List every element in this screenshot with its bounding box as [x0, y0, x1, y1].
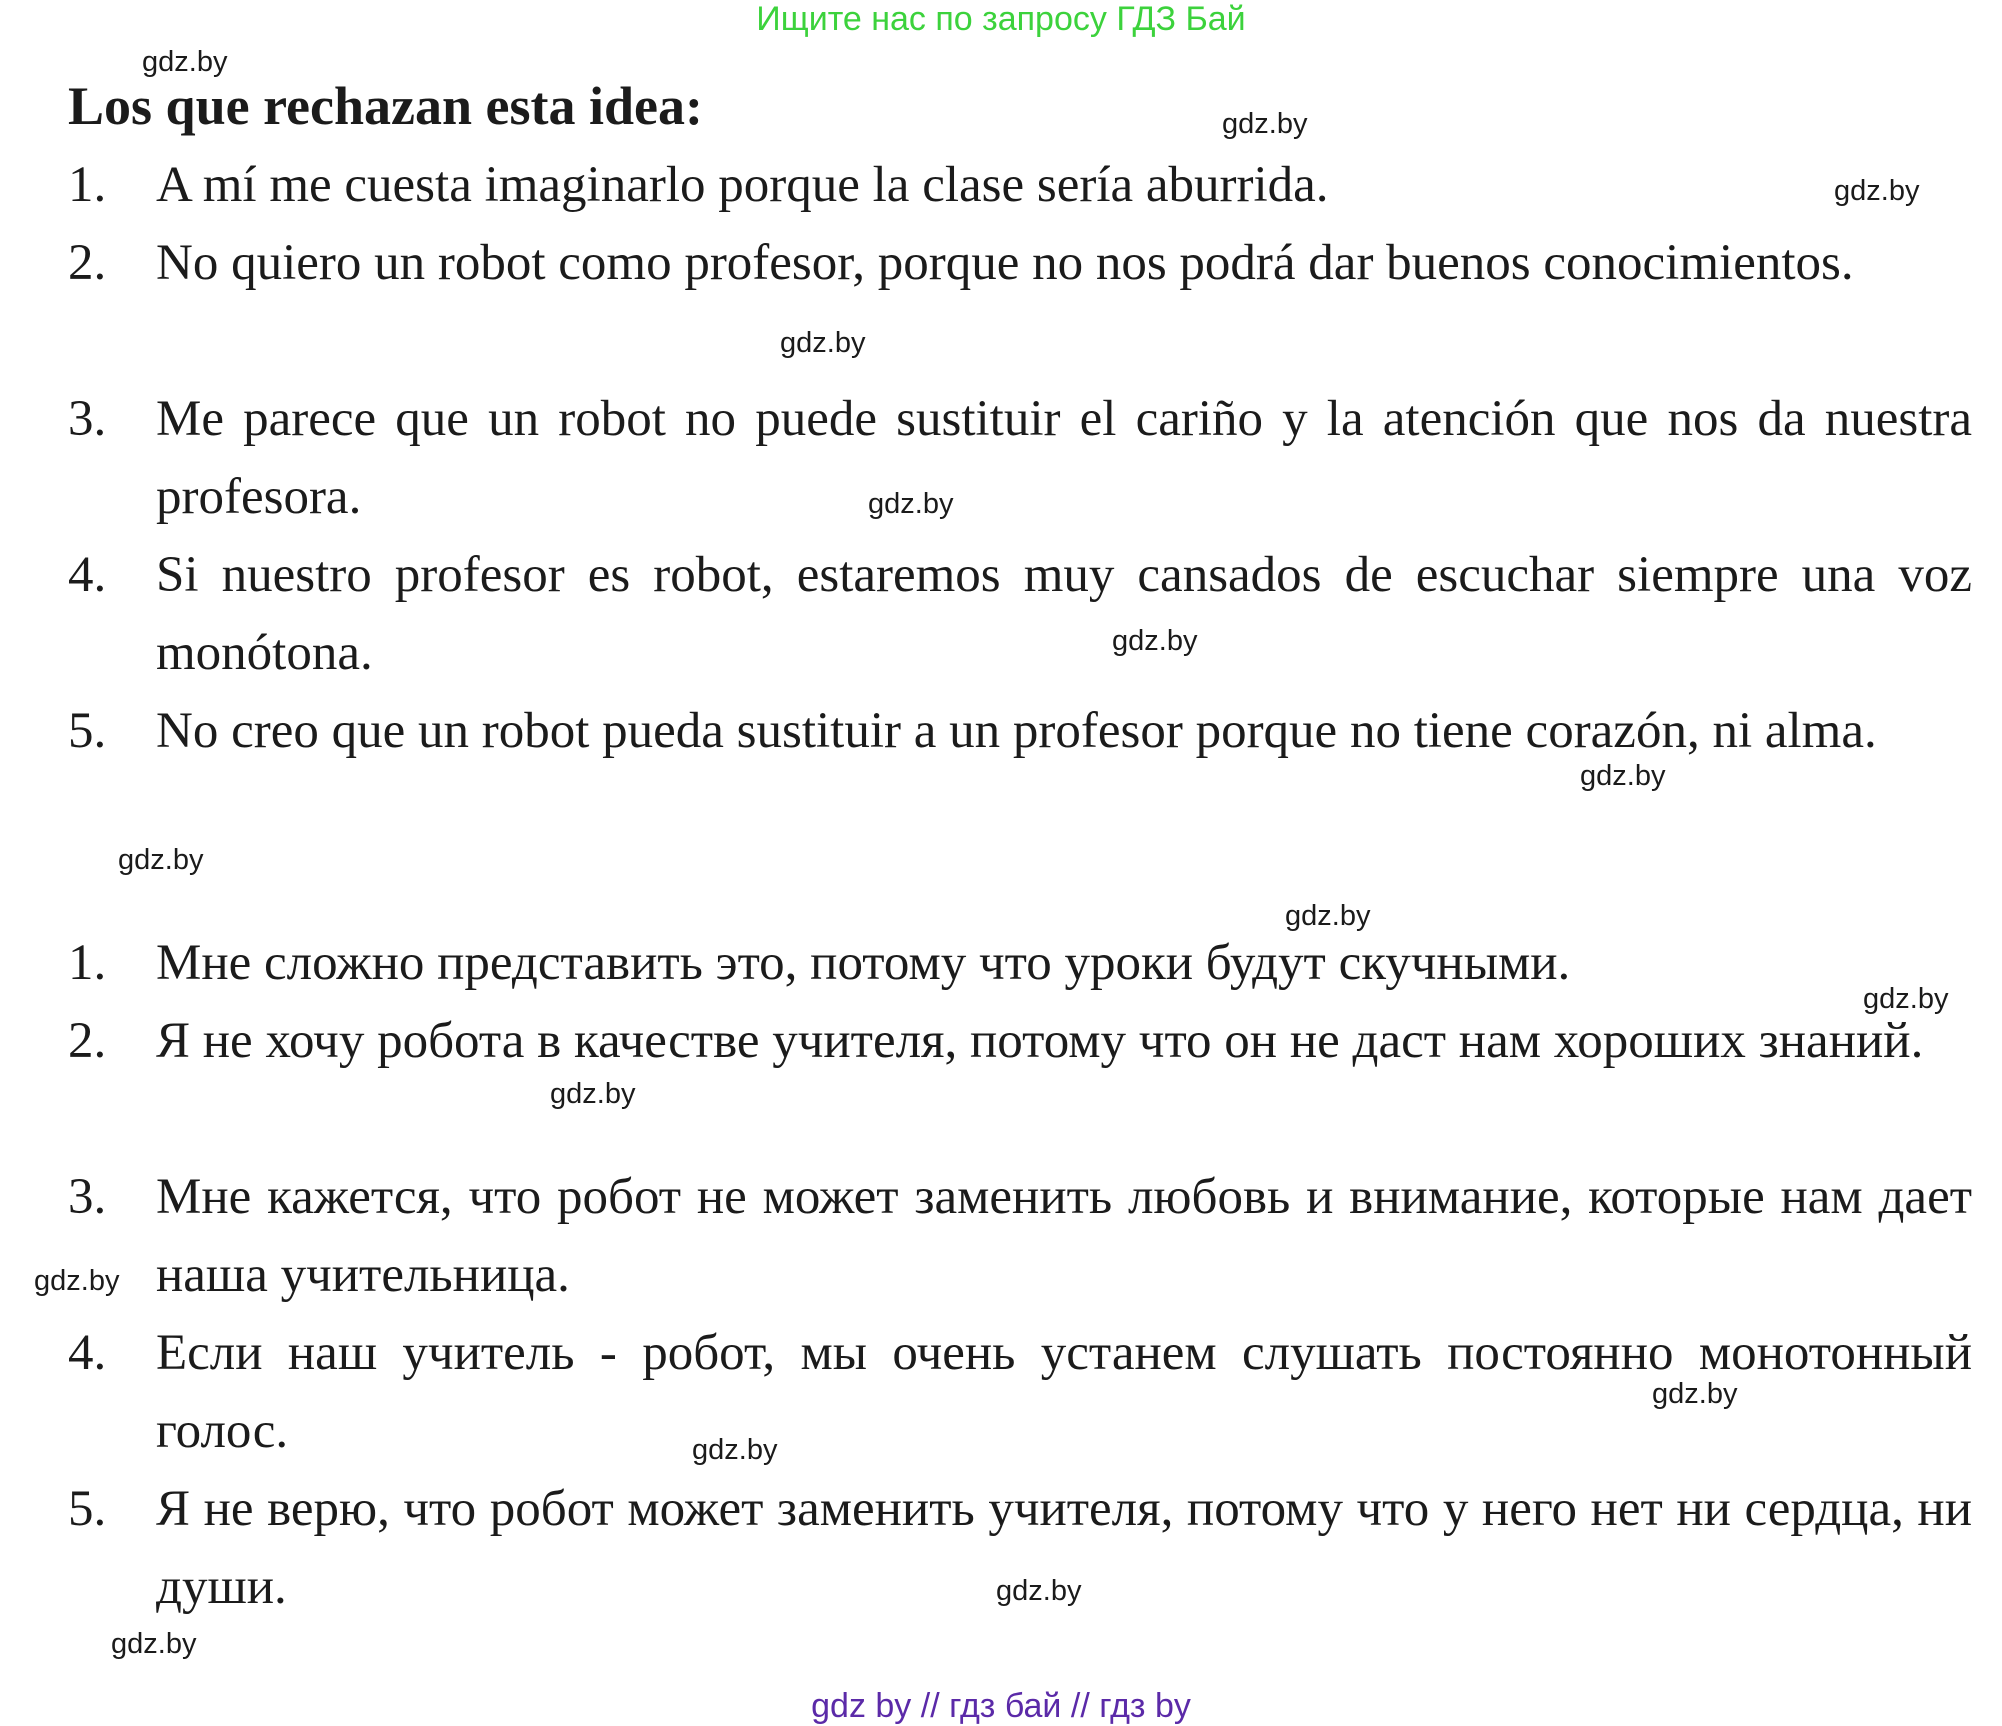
watermark: gdz.by	[1112, 625, 1198, 657]
item-text: Мне кажется, что робот не может заменить любовь и внимание, которые нам дает наша учительница.	[156, 1169, 1972, 1303]
item-text: Me parece que un robot no puede sustituir el cariño y la atención que nos da nuestra profesora.	[156, 391, 1972, 525]
item-number: 3.	[68, 1169, 107, 1225]
page-heading: Los que rechazan esta idea:	[68, 76, 703, 136]
item-number: 5.	[68, 703, 107, 759]
watermark: gdz.by	[550, 1078, 636, 1110]
item-text: Я не хочу робота в качестве учителя, потому что он не даст нам хороших знаний.	[156, 1013, 1924, 1069]
watermark: gdz.by	[868, 488, 954, 520]
item-text: Мне сложно представить это, потому что уроки будут скучными.	[156, 935, 1571, 991]
item-text: No creo que un robot pueda sustituir a un profesor porque no tiene corazón, ni alma.	[156, 703, 1877, 759]
watermark: gdz.by	[1285, 900, 1371, 932]
item-number: 5.	[68, 1481, 107, 1537]
item-number: 3.	[68, 391, 107, 447]
watermark: gdz.by	[1580, 760, 1666, 792]
watermark: gdz.by	[780, 327, 866, 359]
watermark: gdz.by	[692, 1434, 778, 1466]
item-text: No quiero un robot como profesor, porque no nos podrá dar buenos conocimientos.	[156, 235, 1854, 291]
item-text: A mí me cuesta imaginarlo porque la clase sería aburrida.	[156, 157, 1329, 213]
footer-links: gdz by // гдз бай // гдз by	[811, 1687, 1191, 1725]
item-number: 2.	[68, 1013, 107, 1069]
watermark: gdz.by	[34, 1265, 120, 1297]
item-text: Если наш учитель - робот, мы очень устанем слушать постоянно монотонный голос.	[156, 1325, 1972, 1459]
item-text: Я не верю, что робот может заменить учителя, потому что у него нет ни сердца, ни души.	[156, 1481, 1972, 1615]
item-number: 2.	[68, 235, 107, 291]
watermark: gdz.by	[1863, 983, 1949, 1015]
watermark: gdz.by	[111, 1628, 197, 1660]
item-text: Si nuestro profesor es robot, estaremos muy cansados de escuchar siempre una voz monótona.	[156, 547, 1972, 681]
item-number: 4.	[68, 547, 107, 603]
top-banner: Ищите нас по запросу ГДЗ Бай	[756, 0, 1246, 38]
watermark: gdz.by	[142, 46, 228, 78]
item-number: 1.	[68, 157, 107, 213]
watermark: gdz.by	[1834, 175, 1920, 207]
watermark: gdz.by	[996, 1575, 1082, 1607]
item-number: 4.	[68, 1325, 107, 1381]
watermark: gdz.by	[1652, 1378, 1738, 1410]
item-number: 1.	[68, 935, 107, 991]
watermark: gdz.by	[1222, 108, 1308, 140]
watermark: gdz.by	[118, 844, 204, 876]
